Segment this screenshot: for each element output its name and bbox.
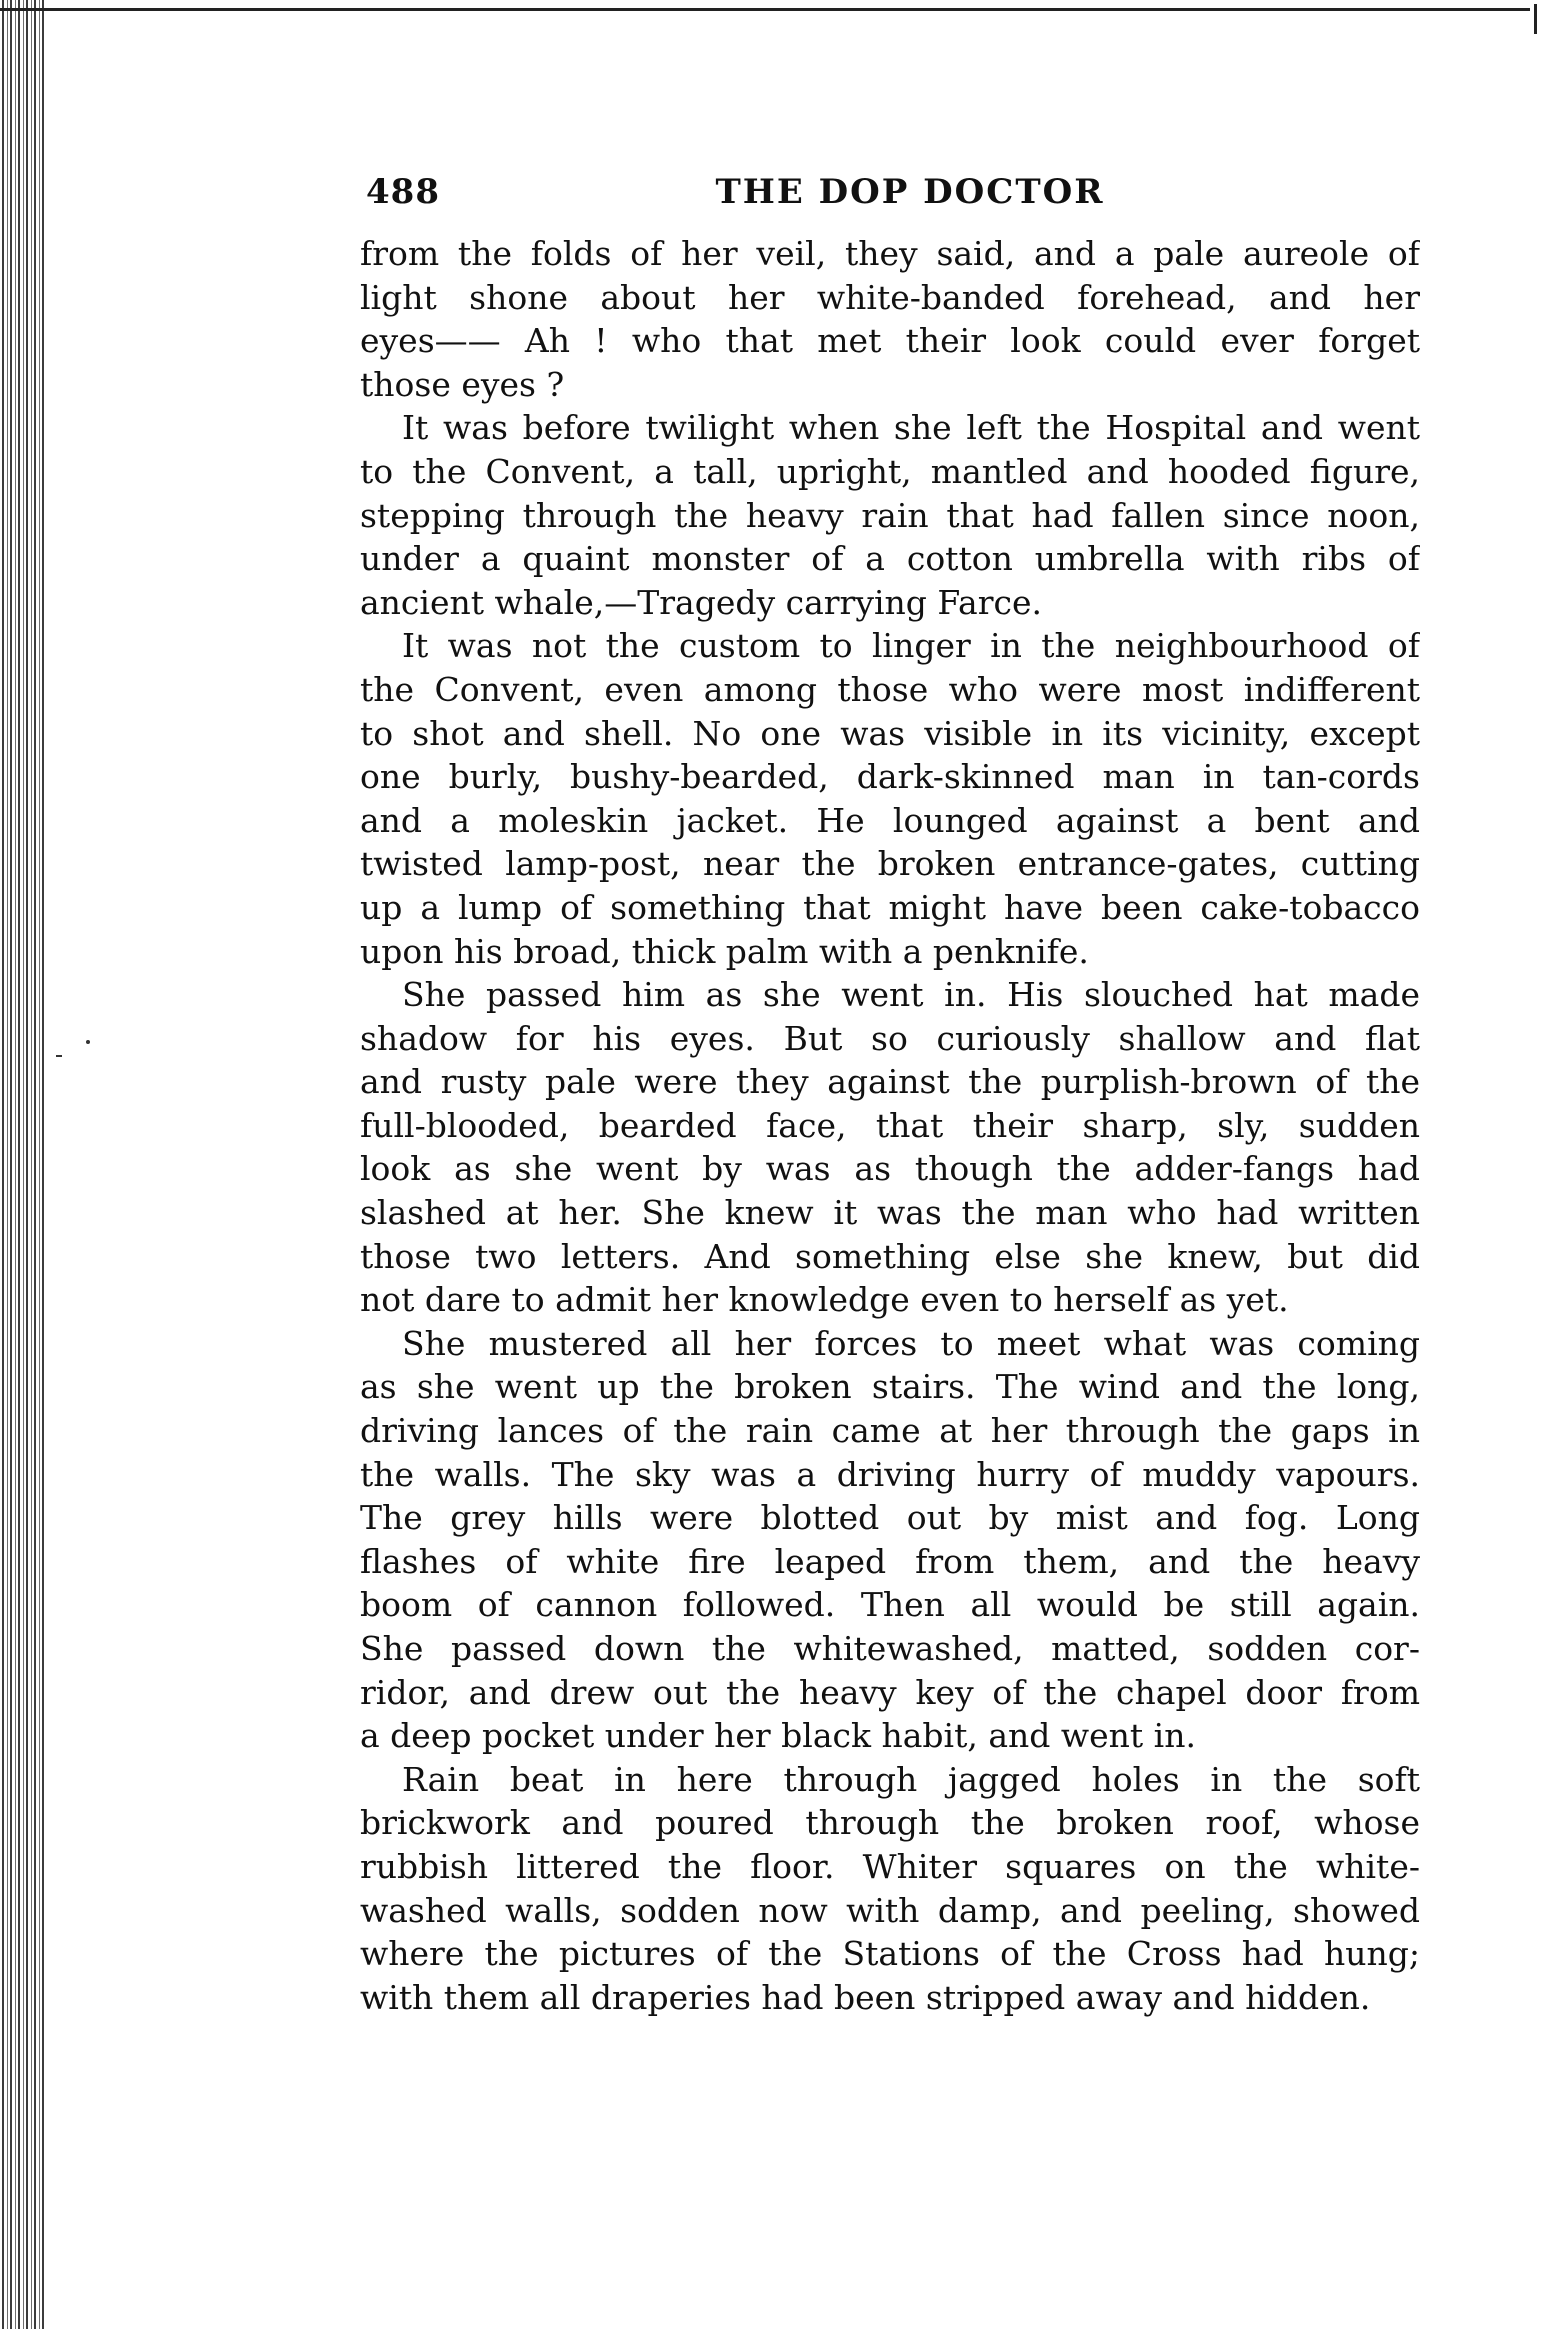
text-line: where the pictures of the Stations of the Cross had hung; — [360, 1934, 1420, 1974]
text-line: and rusty pale were they against the purplish-brown of the — [360, 1062, 1420, 1102]
text-line: ridor, and drew out the heavy key of the chapel door from — [360, 1672, 1420, 1712]
text-line: eyes—— Ah ! who that met their look could ever forget — [360, 321, 1420, 361]
text-line: as she went up the broken stairs. The wind and the long, — [360, 1367, 1420, 1407]
text-line: one burly, bushy-bearded, dark-skinned man in tan-cords — [360, 757, 1420, 797]
text-line: Rain beat in here through jagged holes in the soft — [402, 1759, 1420, 1799]
scan-speck — [86, 1040, 90, 1044]
text-line: The grey hills were blotted out by mist and fog. Long — [360, 1498, 1420, 1538]
text-line: the walls. The sky was a driving hurry of muddy vapours. — [360, 1454, 1420, 1494]
text-line: rubbish littered the floor. Whiter squares on the white- — [360, 1846, 1420, 1886]
text-line: It was before twilight when she left the Hospital and went — [402, 408, 1420, 448]
text-line: driving lances of the rain came at her through the gaps in — [360, 1411, 1420, 1451]
text-line: those two letters. And something else she knew, but did — [360, 1236, 1420, 1276]
text-line: stepping through the heavy rain that had fallen since noon, — [360, 495, 1420, 535]
text-line: She passed down the whitewashed, matted, sodden cor- — [360, 1629, 1420, 1668]
text-line: twisted lamp-post, near the broken entrance-gates, cutting — [360, 844, 1420, 884]
paragraph — [360, 1758, 1420, 2020]
text-line: flashes of white fire leaped from them, and the heavy — [360, 1541, 1420, 1581]
text-line: light shone about her white-banded forehead, and her — [360, 277, 1420, 317]
paragraph — [360, 406, 1420, 624]
running-title: THE DOP DOCTOR — [715, 172, 1105, 212]
text-line: those eyes ? — [360, 364, 565, 404]
text-line: with them all draperies had been stripped away and hidden. — [360, 1977, 1371, 2017]
paragraph — [360, 973, 1420, 1322]
scan-speck — [56, 1055, 62, 1057]
text-line: not dare to admit her knowledge even to herself as yet. — [360, 1280, 1289, 1320]
paragraph — [360, 1322, 1420, 1758]
text-line: It was not the custom to linger in the neighbourhood of — [402, 626, 1420, 666]
text-line: washed walls, sodden now with damp, and peeling, showed — [360, 1890, 1420, 1930]
text-line: from the folds of her veil, they said, and a pale aureole of — [360, 234, 1420, 273]
text-line: slashed at her. She knew it was the man who had written — [360, 1193, 1420, 1233]
text-line: up a lump of something that might have been cake-tobacco — [360, 887, 1420, 927]
text-line: to the Convent, a tall, upright, mantled and hooded figure, — [360, 451, 1420, 491]
text-line: ancient whale,—Tragedy carrying Farce. — [360, 582, 1042, 622]
binding-edge — [0, 0, 44, 2329]
text-line: full-blooded, bearded face, that their sharp, sly, sudden — [360, 1105, 1420, 1145]
text-line: upon his broad, thick palm with a penknife. — [360, 931, 1089, 971]
text-line: to shot and shell. No one was visible in its vicinity, except — [360, 713, 1420, 753]
paragraph — [360, 624, 1420, 973]
text-line: the Convent, even among those who were most indifferent — [360, 669, 1420, 709]
text-line: boom of cannon followed. Then all would be still again. — [360, 1585, 1420, 1625]
page-number: 488 — [366, 172, 440, 212]
text-line: She mustered all her forces to meet what was coming — [402, 1323, 1420, 1363]
text-line: brickwork and poured through the broken roof, whose — [360, 1803, 1420, 1843]
text-line: a deep pocket under her black habit, and went in. — [360, 1716, 1196, 1756]
corner-mark — [1534, 4, 1537, 34]
text-line: look as she went by was as though the adder-fangs had — [360, 1149, 1420, 1189]
page-top-rule — [0, 8, 1530, 11]
paragraph — [360, 232, 1420, 406]
text-line: and a moleskin jacket. He lounged against a bent and — [360, 800, 1420, 840]
book-page — [360, 160, 1420, 2019]
text-line: She passed him as she went in. His slouched hat made — [402, 975, 1420, 1015]
text-line: shadow for his eyes. But so curiously shallow and flat — [360, 1018, 1420, 1058]
body-text — [360, 232, 1420, 2019]
text-line: under a quaint monster of a cotton umbrella with ribs of — [360, 539, 1420, 579]
running-head — [360, 160, 1420, 220]
